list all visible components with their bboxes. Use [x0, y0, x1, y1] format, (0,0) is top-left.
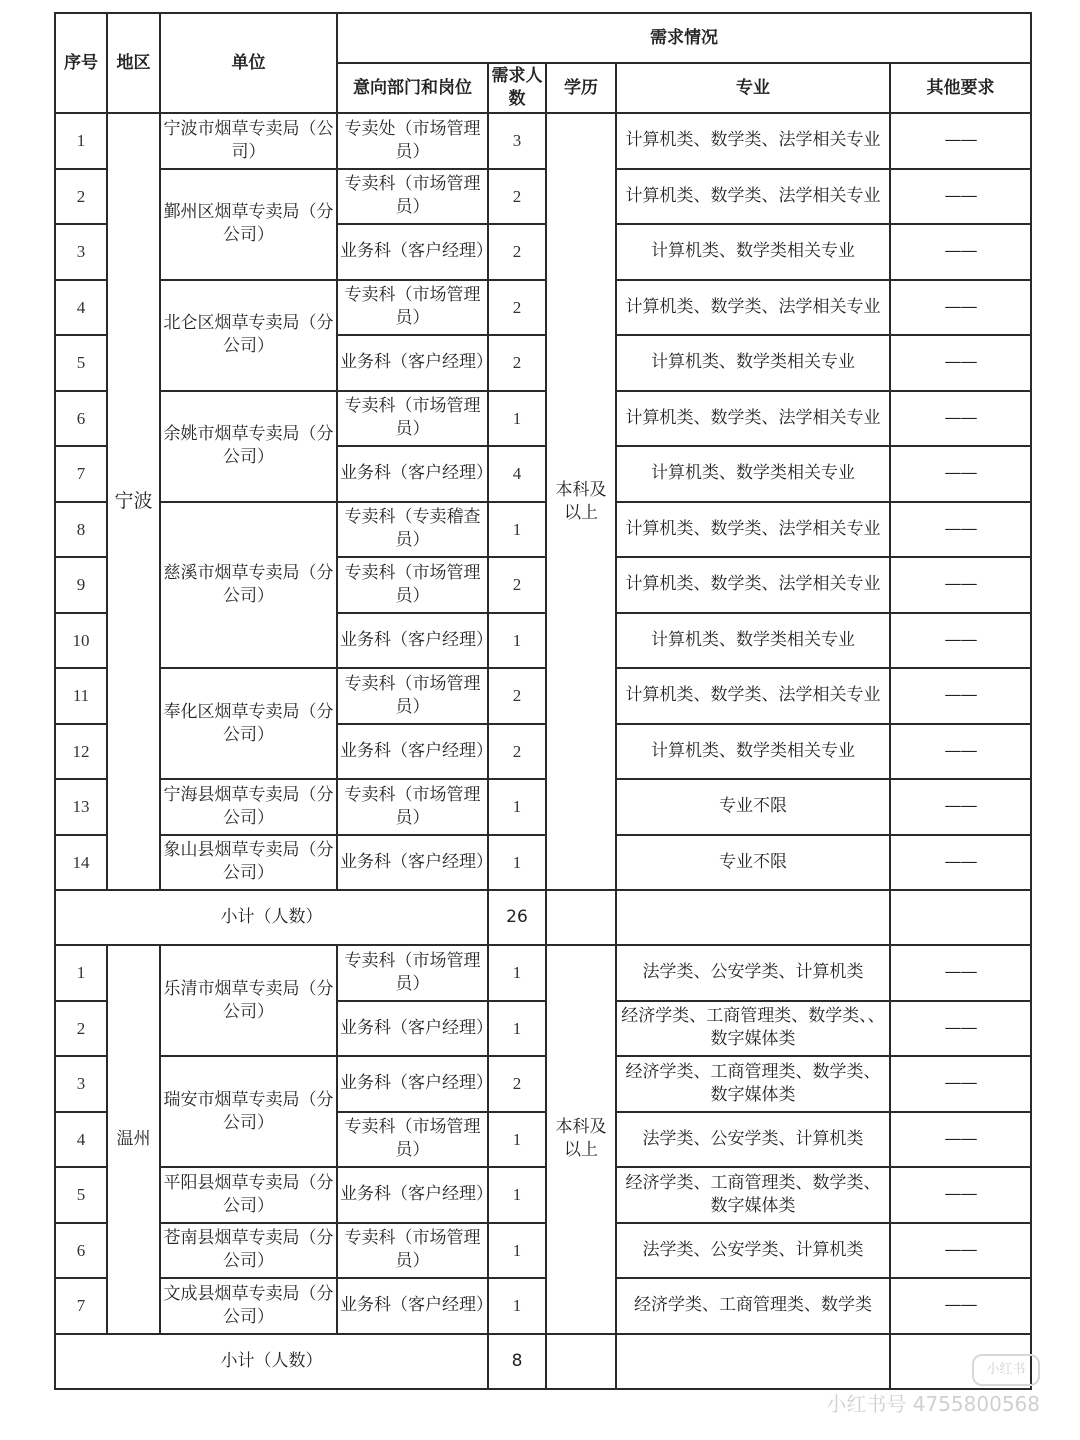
seq-cell: 2 [55, 1001, 107, 1057]
other-cell: —— [890, 169, 1031, 225]
seq-cell: 4 [55, 1112, 107, 1168]
count-cell: 2 [488, 335, 546, 391]
subtotal-empty [890, 890, 1031, 945]
edu-cell: 本科及以上 [546, 945, 616, 1334]
header-major: 专业 [616, 63, 890, 113]
unit-cell: 奉化区烟草专卖局（分公司） [160, 668, 337, 779]
count-cell: 2 [488, 557, 546, 613]
major-cell: 计算机类、数学类、法学相关专业 [616, 668, 890, 724]
count-cell: 1 [488, 613, 546, 669]
count-cell: 2 [488, 169, 546, 225]
dept-cell: 专卖科（市场管理员） [337, 668, 488, 724]
seq-cell: 1 [55, 113, 107, 169]
other-cell: —— [890, 113, 1031, 169]
header-unit: 单位 [160, 13, 337, 113]
unit-cell: 乐清市烟草专卖局（分公司） [160, 945, 337, 1056]
count-cell: 1 [488, 1001, 546, 1057]
subtotal-empty [616, 890, 890, 945]
header-region: 地区 [107, 13, 160, 113]
major-cell: 法学类、公安学类、计算机类 [616, 1112, 890, 1168]
other-cell: —— [890, 668, 1031, 724]
major-cell: 经济学类、工商管理类、数学类、、数字媒体类 [616, 1001, 890, 1057]
seq-cell: 13 [55, 779, 107, 835]
recruitment-table [54, 12, 1032, 1390]
count-cell: 1 [488, 502, 546, 558]
subtotal-label: 小计（人数） [55, 890, 488, 945]
major-cell: 经济学类、工商管理类、数学类 [616, 1278, 890, 1334]
count-cell: 1 [488, 1112, 546, 1168]
count-cell: 1 [488, 779, 546, 835]
dept-cell: 专卖科（市场管理员） [337, 1223, 488, 1279]
count-cell: 2 [488, 280, 546, 336]
subtotal-label: 小计（人数） [55, 1334, 488, 1389]
count-cell: 1 [488, 835, 546, 891]
count-cell: 2 [488, 1056, 546, 1112]
dept-cell: 专卖科（市场管理员） [337, 1112, 488, 1168]
count-cell: 1 [488, 391, 546, 447]
other-cell: —— [890, 335, 1031, 391]
seq-cell: 6 [55, 1223, 107, 1279]
major-cell: 计算机类、数学类、法学相关专业 [616, 169, 890, 225]
count-cell: 3 [488, 113, 546, 169]
major-cell: 计算机类、数学类、法学相关专业 [616, 113, 890, 169]
other-cell: —— [890, 1223, 1031, 1279]
dept-cell: 业务科（客户经理） [337, 224, 488, 280]
seq-cell: 5 [55, 335, 107, 391]
count-cell: 1 [488, 1223, 546, 1279]
header-demand: 需求情况 [337, 13, 1031, 63]
region-cell: 宁波 [107, 113, 160, 890]
subtotal-empty [546, 890, 616, 945]
dept-cell: 专卖科（市场管理员） [337, 557, 488, 613]
table-row [55, 1056, 1031, 1112]
subtotal-row [55, 890, 1031, 945]
seq-cell: 5 [55, 1167, 107, 1223]
other-cell: —— [890, 1167, 1031, 1223]
major-cell: 计算机类、数学类相关专业 [616, 335, 890, 391]
dept-cell: 专卖科（市场管理员） [337, 280, 488, 336]
other-cell: —— [890, 613, 1031, 669]
other-cell: —— [890, 502, 1031, 558]
unit-cell: 余姚市烟草专卖局（分公司） [160, 391, 337, 502]
table-row [55, 1223, 1031, 1279]
seq-cell: 10 [55, 613, 107, 669]
major-cell: 经济学类、工商管理类、数学类、数字媒体类 [616, 1056, 890, 1112]
table-row [55, 391, 1031, 447]
other-cell: —— [890, 391, 1031, 447]
dept-cell: 专卖处（市场管理员） [337, 113, 488, 169]
major-cell: 法学类、公安学类、计算机类 [616, 1223, 890, 1279]
major-cell: 计算机类、数学类相关专业 [616, 446, 890, 502]
dept-cell: 业务科（客户经理） [337, 335, 488, 391]
dept-cell: 专卖科（市场管理员） [337, 779, 488, 835]
major-cell: 计算机类、数学类相关专业 [616, 613, 890, 669]
header-edu: 学历 [546, 63, 616, 113]
header-count: 需求人数 [488, 63, 546, 113]
unit-cell: 象山县烟草专卖局（分公司） [160, 835, 337, 891]
unit-cell: 宁波市烟草专卖局（公司） [160, 113, 337, 169]
other-cell: —— [890, 1001, 1031, 1057]
major-cell: 计算机类、数学类、法学相关专业 [616, 557, 890, 613]
seq-cell: 3 [55, 224, 107, 280]
major-cell: 计算机类、数学类、法学相关专业 [616, 280, 890, 336]
subtotal-value: 8 [488, 1334, 546, 1389]
count-cell: 1 [488, 1278, 546, 1334]
dept-cell: 专卖科（专卖稽查员） [337, 502, 488, 558]
major-cell: 专业不限 [616, 835, 890, 891]
dept-cell: 专卖科（市场管理员） [337, 391, 488, 447]
dept-cell: 业务科（客户经理） [337, 1278, 488, 1334]
watermark-text: 小红书号 4755800568 [826, 1392, 1040, 1416]
seq-cell: 2 [55, 169, 107, 225]
dept-cell: 业务科（客户经理） [337, 1056, 488, 1112]
seq-cell: 7 [55, 446, 107, 502]
dept-cell: 业务科（客户经理） [337, 613, 488, 669]
other-cell: —— [890, 1056, 1031, 1112]
major-cell: 计算机类、数学类、法学相关专业 [616, 502, 890, 558]
seq-cell: 1 [55, 945, 107, 1001]
subtotal-empty [546, 1334, 616, 1389]
watermark-logo: 小红书 [972, 1354, 1040, 1386]
major-cell: 经济学类、工商管理类、数学类、数字媒体类 [616, 1167, 890, 1223]
seq-cell: 11 [55, 668, 107, 724]
unit-cell: 鄞州区烟草专卖局（分公司） [160, 169, 337, 280]
table-row [55, 1167, 1031, 1223]
unit-cell: 宁海县烟草专卖局（分公司） [160, 779, 337, 835]
region-cell: 温州 [107, 945, 160, 1334]
table-row [55, 945, 1031, 1001]
other-cell: —— [890, 224, 1031, 280]
other-cell: —— [890, 945, 1031, 1001]
count-cell: 1 [488, 945, 546, 1001]
table-row [55, 169, 1031, 225]
other-cell: —— [890, 724, 1031, 780]
subtotal-value: 26 [488, 890, 546, 945]
seq-cell: 9 [55, 557, 107, 613]
other-cell: —— [890, 1278, 1031, 1334]
major-cell: 计算机类、数学类、法学相关专业 [616, 391, 890, 447]
dept-cell: 业务科（客户经理） [337, 1001, 488, 1057]
seq-cell: 4 [55, 280, 107, 336]
unit-cell: 北仑区烟草专卖局（分公司） [160, 280, 337, 391]
table-row [55, 280, 1031, 336]
seq-cell: 3 [55, 1056, 107, 1112]
major-cell: 计算机类、数学类相关专业 [616, 724, 890, 780]
other-cell: —— [890, 280, 1031, 336]
table-row [55, 502, 1031, 558]
header-seq: 序号 [55, 13, 107, 113]
major-cell: 专业不限 [616, 779, 890, 835]
count-cell: 2 [488, 224, 546, 280]
seq-cell: 7 [55, 1278, 107, 1334]
subtotal-row [55, 1334, 1031, 1389]
table-row [55, 1278, 1031, 1334]
unit-cell: 慈溪市烟草专卖局（分公司） [160, 502, 337, 669]
major-cell: 计算机类、数学类相关专业 [616, 224, 890, 280]
major-cell: 法学类、公安学类、计算机类 [616, 945, 890, 1001]
dept-cell: 业务科（客户经理） [337, 1167, 488, 1223]
seq-cell: 6 [55, 391, 107, 447]
other-cell: —— [890, 779, 1031, 835]
unit-cell: 苍南县烟草专卖局（分公司） [160, 1223, 337, 1279]
table-row [55, 668, 1031, 724]
count-cell: 4 [488, 446, 546, 502]
seq-cell: 12 [55, 724, 107, 780]
dept-cell: 专卖科（市场管理员） [337, 945, 488, 1001]
count-cell: 2 [488, 668, 546, 724]
unit-cell: 瑞安市烟草专卖局（分公司） [160, 1056, 337, 1167]
dept-cell: 专卖科（市场管理员） [337, 169, 488, 225]
subtotal-empty [616, 1334, 890, 1389]
dept-cell: 业务科（客户经理） [337, 724, 488, 780]
dept-cell: 业务科（客户经理） [337, 446, 488, 502]
header-other: 其他要求 [890, 63, 1031, 113]
count-cell: 1 [488, 1167, 546, 1223]
other-cell: —— [890, 1112, 1031, 1168]
table-row [55, 835, 1031, 891]
other-cell: —— [890, 446, 1031, 502]
other-cell: —— [890, 557, 1031, 613]
other-cell: —— [890, 835, 1031, 891]
table-row [55, 779, 1031, 835]
unit-cell: 文成县烟草专卖局（分公司） [160, 1278, 337, 1334]
dept-cell: 业务科（客户经理） [337, 835, 488, 891]
edu-cell: 本科及以上 [546, 113, 616, 890]
header-dept: 意向部门和岗位 [337, 63, 488, 113]
recruitment-table-page [54, 12, 1032, 1390]
seq-cell: 8 [55, 502, 107, 558]
table-row [55, 113, 1031, 169]
count-cell: 2 [488, 724, 546, 780]
seq-cell: 14 [55, 835, 107, 891]
unit-cell: 平阳县烟草专卖局（分公司） [160, 1167, 337, 1223]
